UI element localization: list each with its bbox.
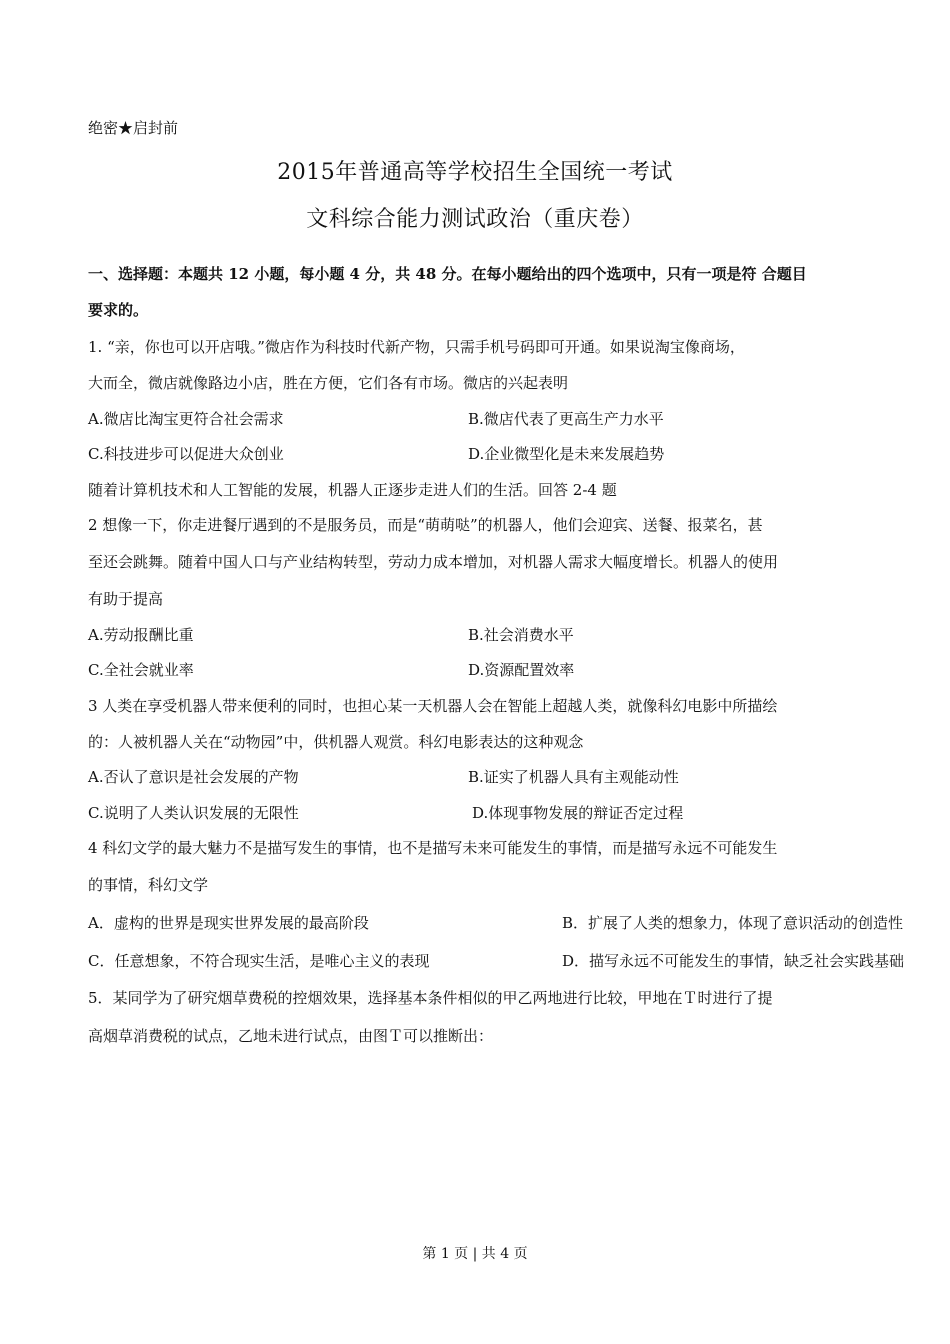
q4-options-row1 (88, 913, 904, 933)
q1-option-d: D.企业微型化是未来发展趋势 (468, 445, 665, 463)
q1-option-a: A.微店比淘宝更符合社会需求 (88, 410, 284, 428)
q2-options-row1 (88, 625, 574, 645)
q5-stem-line2: 高烟草消费税的试点，乙地未进行试点，由图Ｔ可以推断出： (88, 1027, 494, 1045)
q3-option-b: B.证实了机器人具有主观能动性 (468, 768, 679, 786)
exam-title: 2015年普通高等学校招生全国统一考试 (277, 160, 673, 185)
q4-option-d: D．描写永远不可能发生的事情，缺乏社会实践基础 (562, 952, 905, 970)
q4-option-a: A．虚构的世界是现实世界发展的最高阶段 (88, 914, 369, 932)
q2-option-d: D.资源配置效率 (468, 661, 575, 679)
q1-options-row2 (88, 444, 665, 464)
q1-stem-line2: 大而全，微店就像路边小店，胜在方便，它们各有市场。微店的兴起表明 (88, 374, 569, 392)
q1-option-b: B.微店代表了更高生产力水平 (468, 410, 664, 428)
q2-stem-line3: 有助于提高 (88, 590, 164, 608)
q2-option-b: B.社会消费水平 (468, 626, 574, 644)
q2-option-a: A.劳动报酬比重 (88, 626, 194, 644)
q2-stem-line2: 至还会跳舞。随着中国人口与产业结构转型，劳动力成本增加，对机器人需求大幅度增长。机器人的使用 (88, 553, 779, 571)
section-instruction-line2: 要求的。 (88, 301, 149, 319)
page-footer: 第 1 页 | 共 4 页 (422, 1246, 528, 1262)
q1-stem-line1: 1. “亲，你也可以开店哦。”微店作为科技时代新产物，只需手机号码即可开通。如果说淘宝像商场， (88, 338, 745, 356)
q2-stem-line1: 2 想像一下，你走进餐厅遇到的不是服务员，而是“萌萌哒”的机器人，他们会迎宾、送餐、报菜名，甚 (88, 516, 763, 534)
q2-option-c: C.全社会就业率 (88, 661, 194, 679)
q2-options-row2 (88, 660, 575, 680)
q4-stem-line1: 4 科幻文学的最大魅力不是描写发生的事情，也不是描写未来可能发生的事情，而是描写永远不可能发生 (88, 839, 778, 857)
section-instruction-line1: 一、选择题：本题共 12 小题，每小题 4 分，共 48 分。在每小题给出的四个选项中，只有一项是符 合题目 (88, 265, 807, 283)
q3-options-row1 (88, 767, 679, 787)
q3-stem-line1: 3 人类在享受机器人带来便利的同时，也担心某一天机器人会在智能上超越人类，就像科幻电影中所描绘 (88, 697, 778, 715)
q4-stem-line2: 的事情，科幻文学 (88, 876, 209, 894)
q4-option-c: C．任意想象，不符合现实生活，是唯心主义的表现 (88, 952, 430, 970)
exam-subtitle: 文科综合能力测试政治（重庆卷） (306, 207, 644, 232)
q1-option-c: C.科技进步可以促进大众创业 (88, 445, 284, 463)
q3-option-d: D.体现事物发展的辩证否定过程 (472, 804, 684, 822)
q1-options-row1 (88, 409, 664, 429)
group-intro: 随着计算机技术和人工智能的发展，机器人正逐步走进人们的生活。回答 2-4 题 (88, 481, 617, 499)
q3-options-row2 (88, 803, 684, 823)
q4-option-b: B．扩展了人类的想象力，体现了意识活动的创造性 (562, 914, 904, 932)
secret-mark: 绝密★启封前 (88, 119, 179, 137)
q3-option-a: A.否认了意识是社会发展的产物 (88, 768, 299, 786)
q5-stem-line1: 5．某同学为了研究烟草费税的控烟效果，选择基本条件相似的甲乙两地进行比较，甲地在Ｔ时进行了提 (88, 989, 773, 1007)
q3-stem-line2: 的：人被机器人关在“动物园”中，供机器人观赏。科幻电影表达的这种观念 (88, 733, 584, 751)
q3-option-c: C.说明了人类认识发展的无限性 (88, 804, 299, 822)
q4-options-row2 (88, 951, 905, 971)
